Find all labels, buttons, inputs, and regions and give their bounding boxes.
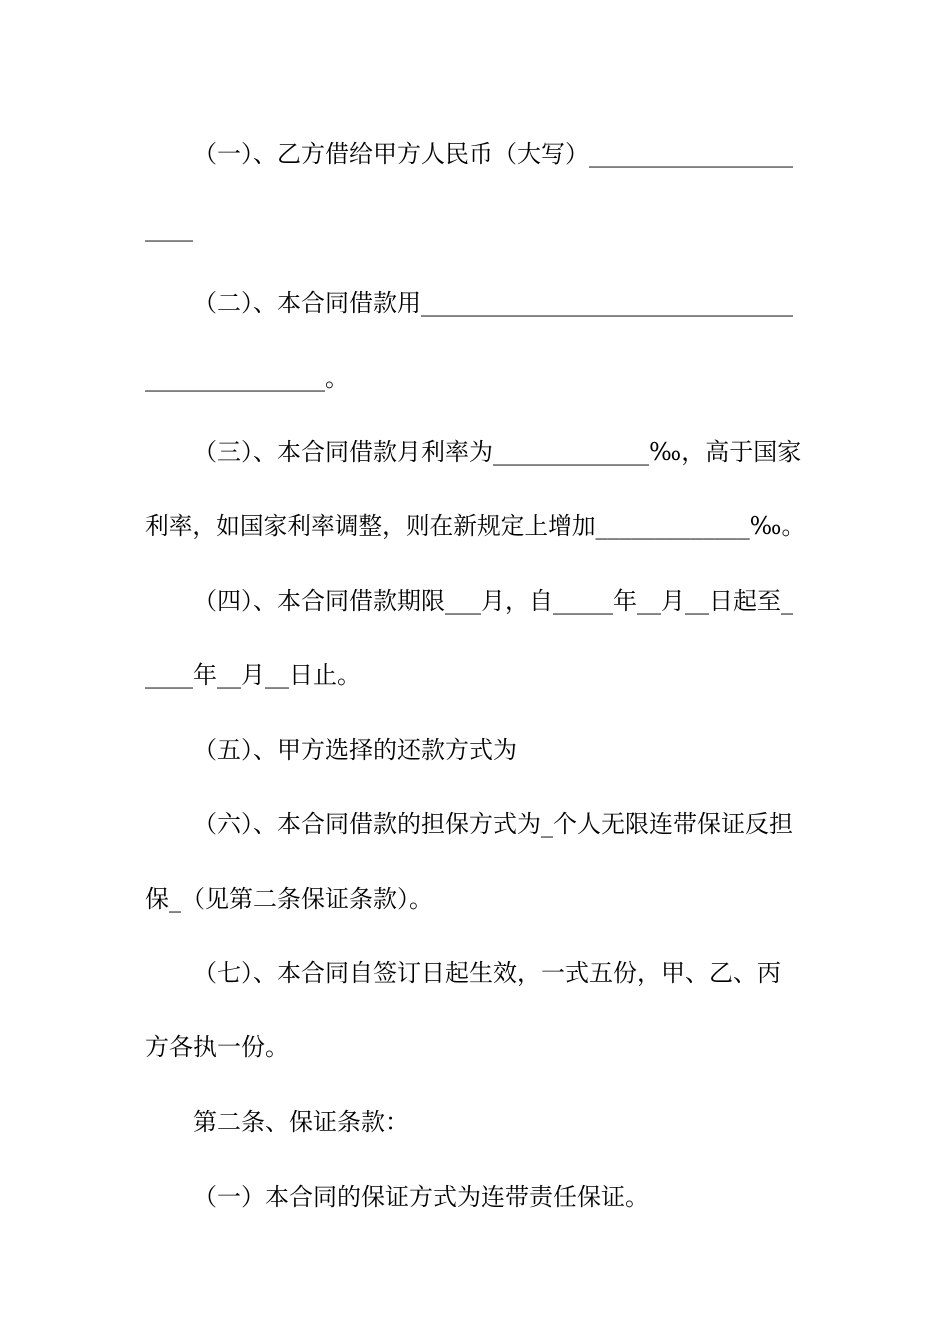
clause-7-line-1: （七）、本合同自签订日起生效，一式五份，甲、乙、丙 — [193, 959, 781, 987]
clause-7-line-2: 方各执一份。 — [145, 1033, 289, 1061]
clause-3-line-2: 利率，如国家利率调整，则在新规定上增加_____________‰。 — [145, 512, 806, 540]
clause-1-line-1: （一）、乙方借给甲方人民币（大写）_________________ — [193, 140, 793, 168]
article-2-heading: 第二条、保证条款： — [193, 1108, 409, 1136]
clause-3-line-1: （三）、本合同借款月利率为_____________‰，高于国家 — [193, 438, 802, 466]
clause-6-line-2: 保_（见第二条保证条款）。 — [145, 885, 433, 913]
clause-1-line-2: ____ — [145, 214, 193, 242]
clause-4-line-1: （四）、本合同借款期限___月，自_____年__月__日起至_ — [193, 587, 793, 615]
clause-2-line-2: _______________。 — [145, 364, 349, 392]
clause-6-line-1: （六）、本合同借款的担保方式为_个人无限连带保证反担 — [193, 810, 793, 838]
guarantee-clause-1: （一）本合同的保证方式为连带责任保证。 — [193, 1183, 649, 1211]
clause-5-line-1: （五）、甲方选择的还款方式为 — [193, 736, 517, 764]
clause-2-line-1: （二）、本合同借款用_______________________________ — [193, 289, 793, 317]
clause-4-line-2: ____年__月__日止。 — [145, 661, 361, 689]
